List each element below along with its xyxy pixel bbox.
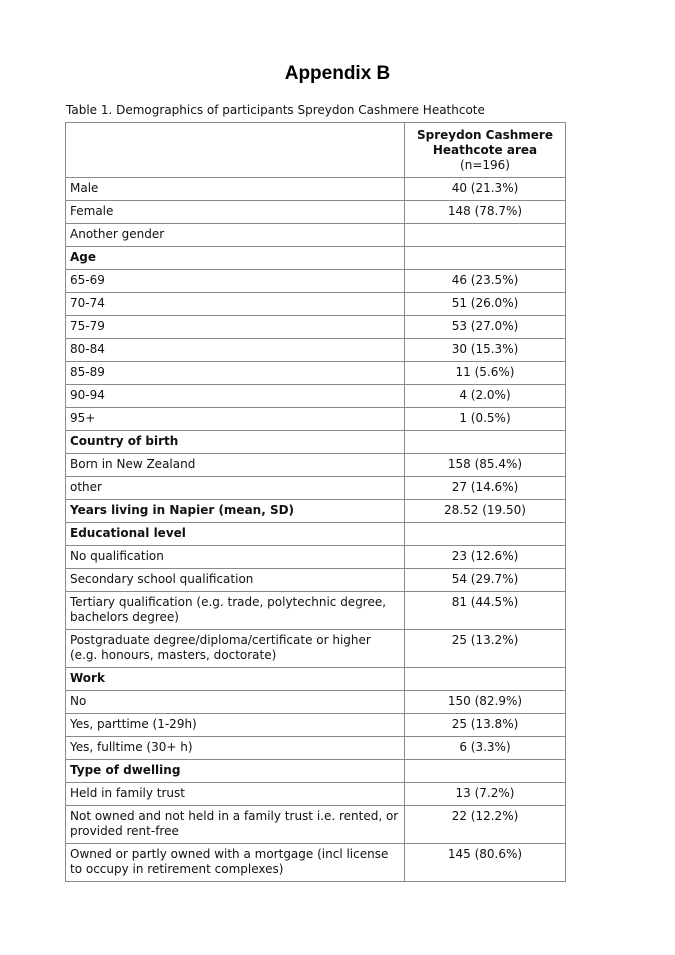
table-body	[66, 123, 566, 882]
row-value-cell: 1 (0.5%)	[405, 408, 566, 431]
table-row	[66, 546, 566, 569]
table-row	[66, 844, 566, 882]
row-label-cell: 70-74	[66, 293, 405, 316]
table-row	[66, 806, 566, 844]
table-section-row	[66, 500, 566, 523]
row-value-cell: 13 (7.2%)	[405, 783, 566, 806]
row-value-cell	[405, 760, 566, 783]
table-row	[66, 569, 566, 592]
header-area-label: Spreydon Cashmere Heathcote area	[417, 128, 553, 157]
row-value-cell: 27 (14.6%)	[405, 477, 566, 500]
row-value-cell	[405, 523, 566, 546]
row-value-cell: 25 (13.2%)	[405, 630, 566, 668]
row-value-cell: 25 (13.8%)	[405, 714, 566, 737]
table-row	[66, 270, 566, 293]
table-row	[66, 454, 566, 477]
row-value-cell: 150 (82.9%)	[405, 691, 566, 714]
table-row	[66, 691, 566, 714]
row-label-cell: Yes, fulltime (30+ h)	[66, 737, 405, 760]
table-row	[66, 362, 566, 385]
table-section-row	[66, 523, 566, 546]
row-label-cell: Postgraduate degree/diploma/certificate or higher (e.g. honours, masters, doctorate)	[66, 630, 405, 668]
row-label-cell: Tertiary qualification (e.g. trade, polytechnic degree, bachelors degree)	[66, 592, 405, 630]
row-value-cell: 46 (23.5%)	[405, 270, 566, 293]
row-value-cell: 81 (44.5%)	[405, 592, 566, 630]
row-label-cell: Years living in Napier (mean, SD)	[66, 500, 405, 523]
row-label-cell: 75-79	[66, 316, 405, 339]
table-section-row	[66, 247, 566, 270]
row-value-cell: 148 (78.7%)	[405, 201, 566, 224]
row-value-cell	[405, 247, 566, 270]
row-label-cell: 90-94	[66, 385, 405, 408]
table-row	[66, 316, 566, 339]
header-cell-area	[405, 123, 566, 178]
row-value-cell	[405, 224, 566, 247]
row-value-cell	[405, 431, 566, 454]
row-value-cell: 53 (27.0%)	[405, 316, 566, 339]
header-cell-empty	[66, 123, 405, 178]
table-row	[66, 224, 566, 247]
row-value-cell: 145 (80.6%)	[405, 844, 566, 882]
row-label-cell: 95+	[66, 408, 405, 431]
table-caption: Table 1. Demographics of participants Spreydon Cashmere Heathcote	[66, 103, 485, 117]
row-label-cell: Country of birth	[66, 431, 405, 454]
row-value-cell: 51 (26.0%)	[405, 293, 566, 316]
row-value-cell: 4 (2.0%)	[405, 385, 566, 408]
row-value-cell	[405, 668, 566, 691]
table-row	[66, 737, 566, 760]
row-label-cell: other	[66, 477, 405, 500]
row-value-cell: 158 (85.4%)	[405, 454, 566, 477]
table-row	[66, 408, 566, 431]
row-value-cell: 11 (5.6%)	[405, 362, 566, 385]
row-label-cell: Born in New Zealand	[66, 454, 405, 477]
demographics-table	[65, 122, 566, 882]
table-row	[66, 714, 566, 737]
table-section-row	[66, 431, 566, 454]
table-section-row	[66, 760, 566, 783]
table-row	[66, 293, 566, 316]
row-label-cell: Secondary school qualification	[66, 569, 405, 592]
row-label-cell: Another gender	[66, 224, 405, 247]
row-value-cell: 40 (21.3%)	[405, 178, 566, 201]
table-row	[66, 385, 566, 408]
row-label-cell: Held in family trust	[66, 783, 405, 806]
row-label-cell: Educational level	[66, 523, 405, 546]
table-row	[66, 201, 566, 224]
row-value-cell: 28.52 (19.50)	[405, 500, 566, 523]
row-value-cell: 54 (29.7%)	[405, 569, 566, 592]
table-section-row	[66, 668, 566, 691]
appendix-heading: Appendix B	[284, 63, 391, 84]
row-label-cell: Yes, parttime (1-29h)	[66, 714, 405, 737]
row-label-cell: Age	[66, 247, 405, 270]
row-label-cell: No qualification	[66, 546, 405, 569]
table-row	[66, 630, 566, 668]
row-label-cell: No	[66, 691, 405, 714]
row-label-cell: Female	[66, 201, 405, 224]
table-row	[66, 178, 566, 201]
row-label-cell: Owned or partly owned with a mortgage (incl license to occupy in retirement complexes)	[66, 844, 405, 882]
row-label-cell: 85-89	[66, 362, 405, 385]
table-row	[66, 477, 566, 500]
table-row	[66, 783, 566, 806]
row-value-cell: 30 (15.3%)	[405, 339, 566, 362]
row-label-cell: Work	[66, 668, 405, 691]
row-label-cell: 80-84	[66, 339, 405, 362]
row-label-cell: Not owned and not held in a family trust i.e. rented, or provided rent-free	[66, 806, 405, 844]
header-sample-size: (n=196)	[460, 158, 510, 172]
table-header-row	[66, 123, 566, 178]
row-value-cell: 23 (12.6%)	[405, 546, 566, 569]
row-value-cell: 6 (3.3%)	[405, 737, 566, 760]
row-label-cell: Type of dwelling	[66, 760, 405, 783]
table-row	[66, 592, 566, 630]
row-label-cell: 65-69	[66, 270, 405, 293]
row-value-cell: 22 (12.2%)	[405, 806, 566, 844]
table-row	[66, 339, 566, 362]
row-label-cell: Male	[66, 178, 405, 201]
